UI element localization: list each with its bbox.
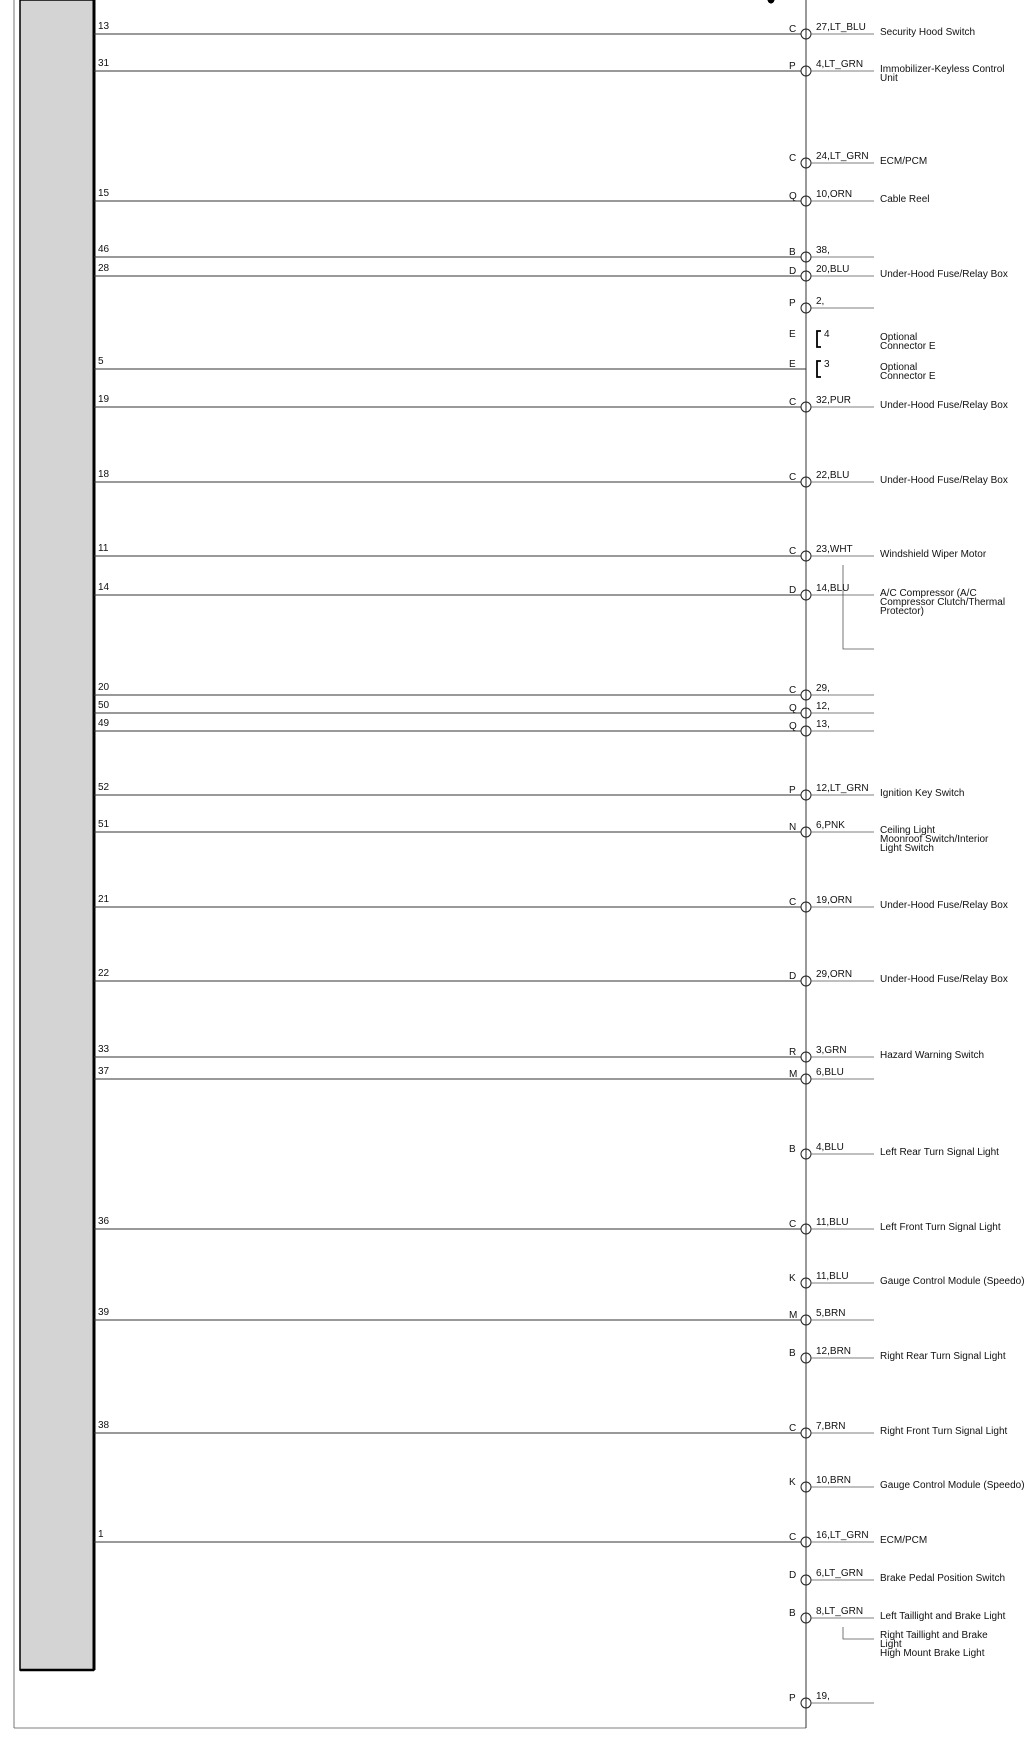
connector-id-label: P <box>789 1693 796 1704</box>
component-name-label: Cable Reel <box>880 194 930 205</box>
pin-number-label: 46 <box>98 244 110 255</box>
pin-row <box>789 1271 1025 1289</box>
component-name-label: Moonroof Switch/Interior <box>880 834 989 845</box>
connector-id-label: C <box>789 546 797 557</box>
component-name-label: A/C Compressor (A/C <box>880 588 977 599</box>
component-name-label: Under-Hood Fuse/Relay Box <box>880 475 1008 486</box>
cavity-wire-label: 20,BLU <box>816 264 850 275</box>
component-name-label: Left Front Turn Signal Light <box>880 1222 1001 1233</box>
connector-id-label: P <box>789 298 796 309</box>
connector-id-label: Q <box>789 191 797 202</box>
component-name-label: Unit <box>880 73 898 84</box>
cavity-wire-label: 8,LT_GRN <box>816 1606 864 1617</box>
pin-number-label: 13 <box>98 21 110 32</box>
component-name-label: Light Switch <box>880 843 934 854</box>
cavity-wire-label: 19, <box>816 1691 830 1702</box>
component-name-label: Right Front Turn Signal Light <box>880 1426 1008 1437</box>
connector-id-label: P <box>789 785 796 796</box>
component-name-label: Under-Hood Fuse/Relay Box <box>880 400 1008 411</box>
pin-number-label: 22 <box>98 968 110 979</box>
pin-row <box>789 1475 1025 1493</box>
cavity-wire-label: 4 <box>824 329 830 340</box>
cavity-wire-label: 32,PUR <box>816 395 852 406</box>
component-name-label: Immobilizer-Keyless Control <box>880 64 1005 75</box>
cavity-wire-label: 23,WHT <box>816 544 853 555</box>
pin-row <box>789 151 927 169</box>
pin-row <box>94 894 1008 913</box>
pin-number-label: 19 <box>98 394 110 405</box>
component-name-label: Under-Hood Fuse/Relay Box <box>880 900 1008 911</box>
pin-number-label: 5 <box>98 356 104 367</box>
connector-id-label: C <box>789 897 797 908</box>
pin-row <box>94 582 1005 617</box>
pin-row <box>94 469 1008 488</box>
cavity-wire-label: 14,BLU <box>816 583 850 594</box>
connector-id-label: C <box>789 1219 797 1230</box>
connector-id-label: C <box>789 472 797 483</box>
pin-row <box>789 1691 874 1709</box>
pin-number-label: 18 <box>98 469 110 480</box>
pin-number-label: 14 <box>98 582 110 593</box>
pin-row <box>94 1066 874 1085</box>
pin-row <box>94 968 1008 987</box>
cavity-wire-label: 6,LT_GRN <box>816 1568 864 1579</box>
cavity-wire-label: 12,LT_GRN <box>816 783 869 794</box>
pin-row <box>789 1568 1005 1586</box>
component-name-label: Optional <box>880 362 918 373</box>
pin-number-label: 49 <box>98 718 110 729</box>
pin-number-label: 37 <box>98 1066 110 1077</box>
component-name-label: Connector E <box>880 371 936 382</box>
cavity-wire-label: 11,BLU <box>816 1217 849 1228</box>
pin-row <box>94 188 929 207</box>
component-name-label: Security Hood Switch <box>880 27 976 38</box>
cavity-wire-label: 12, <box>816 701 830 712</box>
pin-number-label: 31 <box>98 58 110 69</box>
pin-row <box>789 1142 999 1160</box>
component-name-label: Gauge Control Module (Speedo) <box>880 1480 1025 1491</box>
pin-row <box>789 1606 1006 1659</box>
cavity-wire-label: 3 <box>824 359 830 370</box>
connector-id-label: K <box>789 1477 796 1488</box>
pin-row <box>94 58 1004 84</box>
pin-row <box>94 1044 984 1063</box>
cavity-wire-label: 38, <box>816 245 830 256</box>
cavity-wire-label: 29,ORN <box>816 969 853 980</box>
pin-number-label: 36 <box>98 1216 110 1227</box>
cavity-wire-label: 11,BLU <box>816 1271 849 1282</box>
connector-id-label: Q <box>789 721 797 732</box>
component-name-label: Ceiling Light <box>880 825 936 836</box>
pin-row <box>94 543 987 562</box>
component-name-label: Right Rear Turn Signal Light <box>880 1351 1006 1362</box>
connector-id-label: P <box>789 61 796 72</box>
cavity-wire-label: 13, <box>816 719 830 730</box>
component-name-label: Left Taillight and Brake Light <box>880 1611 1006 1622</box>
connector-id-label: Q <box>789 703 797 714</box>
pin-number-label: 38 <box>98 1420 110 1431</box>
pin-number-label: 15 <box>98 188 110 199</box>
connector-id-label: C <box>789 24 797 35</box>
pin-row <box>94 1420 1008 1439</box>
connector-id-label: E <box>789 329 796 340</box>
connector-id-label: D <box>789 585 797 596</box>
pin-number-label: 33 <box>98 1044 110 1055</box>
splice-junction-dot <box>768 0 774 3</box>
component-name-label: Brake Pedal Position Switch <box>880 1573 1006 1584</box>
cavity-wire-label: 24,LT_GRN <box>816 151 869 162</box>
cavity-wire-label: 4,LT_GRN <box>816 59 864 70</box>
pin-row <box>789 1346 1006 1364</box>
pin-number-label: 21 <box>98 894 110 905</box>
pin-number-label: 20 <box>98 682 110 693</box>
cavity-wire-label: 12,BRN <box>816 1346 852 1357</box>
component-name-label: Light <box>880 1639 902 1650</box>
cavity-wire-label: 5,BRN <box>816 1308 846 1319</box>
pin-row <box>789 296 874 314</box>
connector-id-label: D <box>789 971 797 982</box>
pin-number-label: 1 <box>98 1529 104 1540</box>
connector-id-label: C <box>789 1532 797 1543</box>
pin-row <box>94 244 874 263</box>
pin-number-label: 39 <box>98 1307 110 1318</box>
connector-id-label: K <box>789 1273 796 1284</box>
pin-row <box>94 394 1008 413</box>
pin-number-label: 52 <box>98 782 110 793</box>
cavity-wire-label: 27,LT_BLU <box>816 22 866 33</box>
pin-number-label: 11 <box>98 543 109 554</box>
pin-number-label: 28 <box>98 263 110 274</box>
cavity-wire-label: 6,PNK <box>816 820 845 831</box>
component-name-label: Right Taillight and Brake <box>880 1630 988 1641</box>
cavity-wire-label: 10,ORN <box>816 189 853 200</box>
component-name-label: Under-Hood Fuse/Relay Box <box>880 269 1008 280</box>
pin-number-label: 50 <box>98 700 110 711</box>
component-name-label: High Mount Brake Light <box>880 1648 985 1659</box>
connector-id-label: B <box>789 247 796 258</box>
connector-id-label: B <box>789 1348 796 1359</box>
row-layer <box>94 21 1025 1709</box>
component-name-label: Hazard Warning Switch <box>880 1050 985 1061</box>
connector-id-label: D <box>789 266 797 277</box>
connector-id-label: C <box>789 397 797 408</box>
component-name-label: Protector) <box>880 606 924 617</box>
pin-row <box>94 356 936 382</box>
connector-id-label: D <box>789 1570 797 1581</box>
component-name-label: ECM/PCM <box>880 1535 928 1546</box>
pin-row <box>94 700 874 719</box>
cavity-wire-label: 7,BRN <box>816 1421 846 1432</box>
connector-id-label: N <box>789 822 797 833</box>
component-sub-branch <box>843 565 874 649</box>
cavity-wire-label: 22,BLU <box>816 470 850 481</box>
cavity-wire-label: 4,BLU <box>816 1142 844 1153</box>
connector-id-label: M <box>789 1069 798 1080</box>
connector-id-label: B <box>789 1608 796 1619</box>
connector-id-label: R <box>789 1047 797 1058</box>
connector-id-label: B <box>789 1144 796 1155</box>
connector-id-label: E <box>789 359 796 370</box>
control-unit-block <box>20 0 94 1670</box>
connector-id-label: M <box>789 1310 798 1321</box>
component-name-label: Connector E <box>880 341 936 352</box>
component-name-label: Optional <box>880 332 918 343</box>
pin-row <box>94 1216 1001 1235</box>
pin-row <box>94 782 965 801</box>
component-name-label: Left Rear Turn Signal Light <box>880 1147 999 1158</box>
component-name-label: ECM/PCM <box>880 156 928 167</box>
pin-row <box>94 21 975 40</box>
optional-connector-bracket <box>817 331 821 347</box>
component-name-label: Windshield Wiper Motor <box>880 549 987 560</box>
connector-id-label: C <box>789 685 797 696</box>
cavity-wire-label: 16,LT_GRN <box>816 1530 869 1541</box>
pin-number-label: 51 <box>98 819 110 830</box>
cavity-wire-label: 6,BLU <box>816 1067 844 1078</box>
cavity-wire-label: 3,GRN <box>816 1045 847 1056</box>
pin-row <box>94 263 1008 282</box>
component-name-label: Gauge Control Module (Speedo) <box>880 1276 1025 1287</box>
pin-row <box>94 1529 927 1548</box>
connector-id-label: C <box>789 1423 797 1434</box>
pin-row <box>94 718 874 737</box>
cavity-wire-label: 2, <box>816 296 825 307</box>
cavity-wire-label: 19,ORN <box>816 895 853 906</box>
pin-row <box>789 329 936 352</box>
component-name-label: Under-Hood Fuse/Relay Box <box>880 974 1008 985</box>
connector-id-label: C <box>789 153 797 164</box>
optional-connector-bracket <box>817 361 821 377</box>
pin-row <box>94 819 989 854</box>
component-name-label: Compressor Clutch/Thermal <box>880 597 1006 608</box>
component-name-label: Ignition Key Switch <box>880 788 965 799</box>
cavity-wire-label: 10,BRN <box>816 1475 852 1486</box>
pin-row <box>94 1307 874 1326</box>
cavity-wire-label: 29, <box>816 683 830 694</box>
component-sub-branch <box>843 1627 874 1639</box>
pin-row <box>94 682 874 701</box>
